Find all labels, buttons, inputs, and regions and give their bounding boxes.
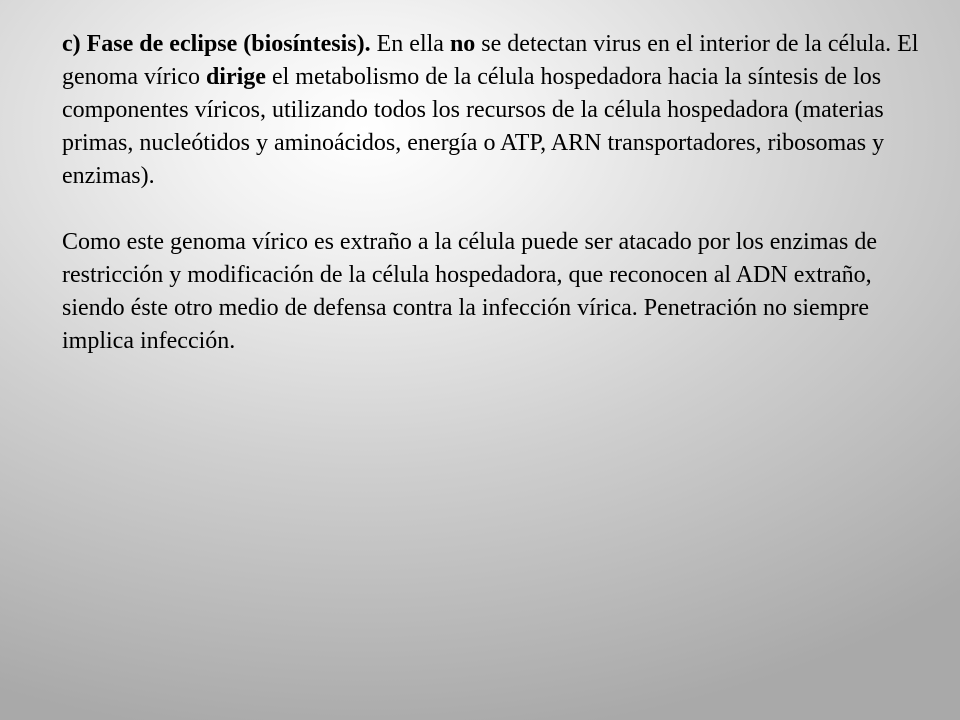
bold-word-no: no xyxy=(449,31,476,57)
slide-body xyxy=(62,28,922,358)
bold-word-dirige: dirige xyxy=(205,64,266,90)
paragraph-heading: c) Fase de eclipse (biosíntesis). xyxy=(62,31,371,57)
paragraph-defense: Como este genoma vírico es extraño a la célula puede ser atacado por los enzimas de restricción y modificación de la célula hospedadora, que reconocen al ADN extraño, siendo éste otro medio de defensa contra la infección vírica. Penetración no siempre implica infección. xyxy=(62,229,878,354)
text-segment: se detectan virus en el interior de la célula. El genoma vírico xyxy=(62,31,919,90)
paragraph-eclipse-phase xyxy=(62,28,922,193)
text-segment: el metabolismo de la célula hospedadora hacia la síntesis de los componentes víricos, utilizando todos los recursos de la célula hospedadora (materias primas, nucleótidos y aminoácidos, energía o ATP, ARN transportadores, ribosomas y enzimas). xyxy=(62,64,885,189)
text-segment: En ella xyxy=(370,31,450,57)
